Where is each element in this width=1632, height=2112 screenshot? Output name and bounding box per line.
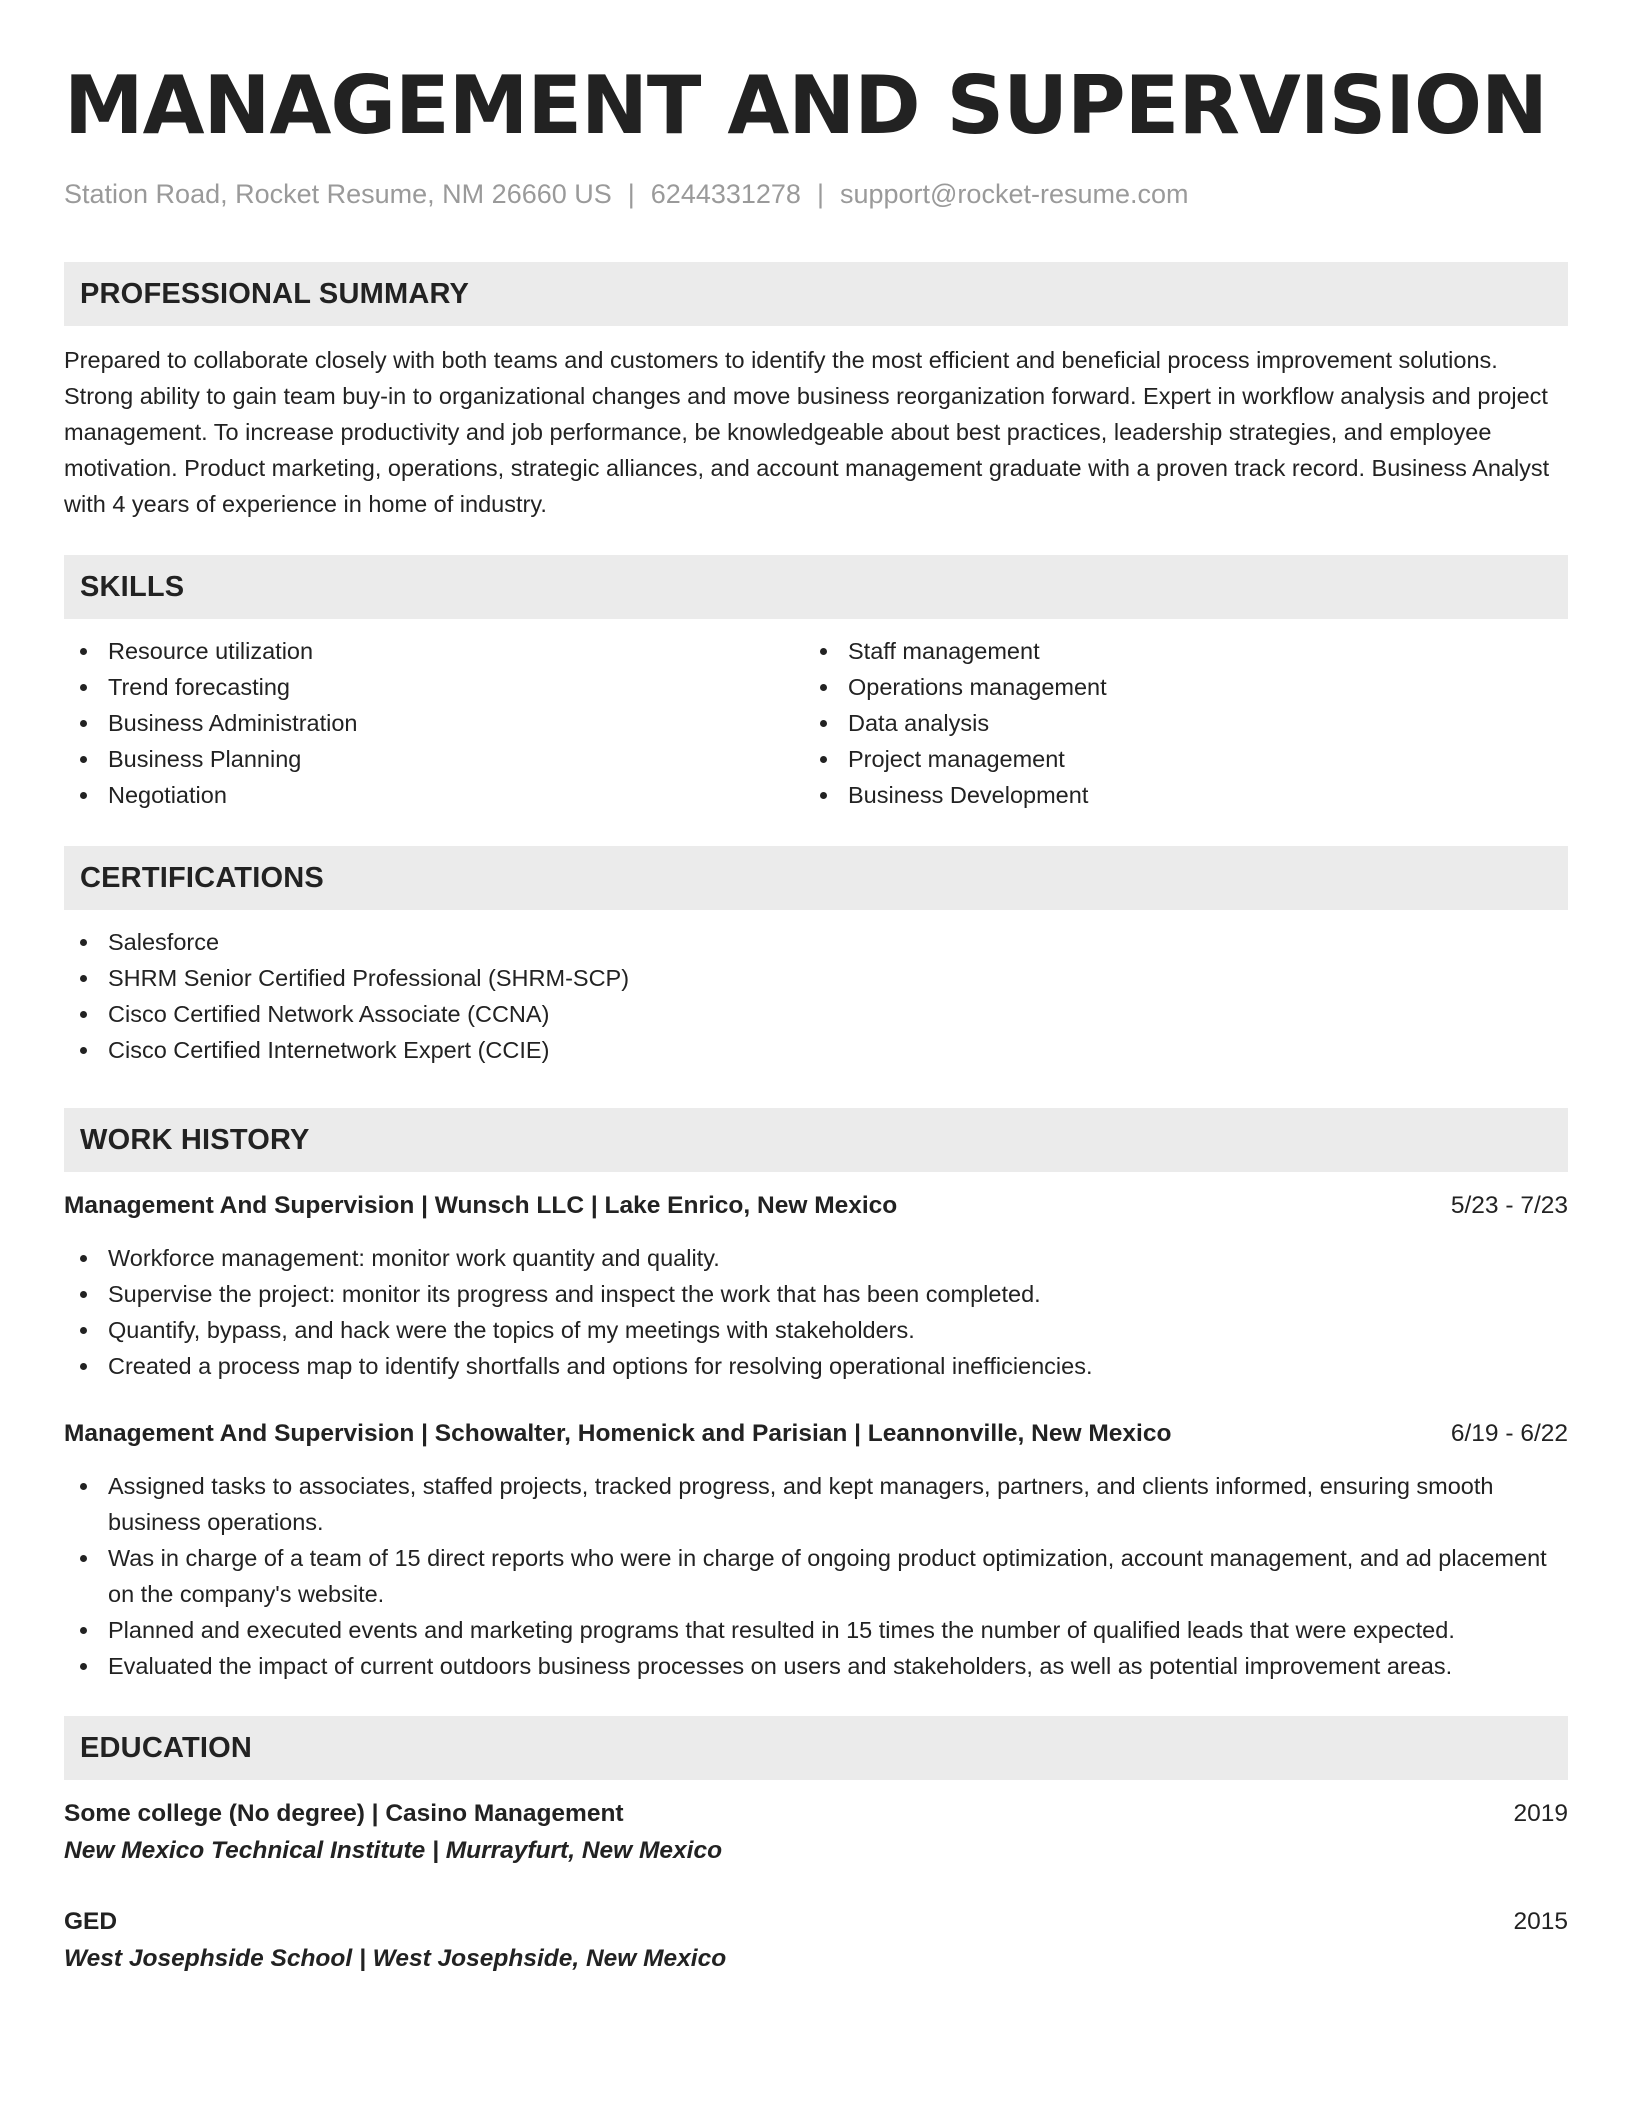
job-bullets (64, 1468, 1568, 1684)
education-entry (64, 1904, 1568, 1978)
skill-item: Trend forecasting (64, 669, 804, 705)
section-header-education: EDUCATION (64, 1716, 1568, 1780)
job-bullets (64, 1240, 1568, 1384)
education-school: West Josephside School | West Josephside, New Mexico (64, 1945, 727, 1972)
job-bullet: Was in charge of a team of 15 direct reports who were in charge of ongoing product optimization, account management, and ad placement on the company's website. (64, 1540, 1568, 1612)
job-bullet: Planned and executed events and marketing programs that resulted in 15 times the number of qualified leads that were expected. (64, 1612, 1568, 1648)
education-header (64, 1796, 1568, 1832)
contact-separator: | (627, 179, 635, 209)
skill-item: Business Development (804, 777, 1544, 813)
job-title: Management And Supervision | Wunsch LLC | Lake Enrico, New Mexico (64, 1192, 898, 1219)
summary-text: Prepared to collaborate closely with both teams and customers to identify the most efficient and beneficial process improvement solutions. Strong ability to gain team buy-in to organizational changes and move business reorganization forward. Expert in workflow analysis and project management. To increase productivity and job performance, be knowledgeable about best practices, leadership strategies, and employee motivation. Product marketing, operations, strategic alliances, and account management graduate with a proven track record. Business Analyst with 4 years of experience in home of industry. (64, 347, 1550, 517)
job-bullet: Supervise the project: monitor its progress and inspect the work that has been completed. (64, 1276, 1568, 1312)
certification-item: Cisco Certified Network Associate (CCNA) (64, 996, 1568, 1032)
contact-separator: | (816, 179, 824, 209)
contact-phone: 6244331278 (650, 179, 801, 209)
job-bullet: Created a process map to identify shortfalls and options for resolving operational inefficiencies. (64, 1348, 1568, 1384)
job-header (64, 1188, 1568, 1224)
job-bullet: Evaluated the impact of current outdoors business processes on users and stakeholders, as well as potential improvement areas. (64, 1648, 1568, 1684)
job-title: Management And Supervision | Schowalter, Homenick and Parisian | Leannonville, New Mexico (64, 1420, 1172, 1447)
skill-item: Data analysis (804, 705, 1544, 741)
certification-item: Cisco Certified Internetwork Expert (CCIE) (64, 1032, 1568, 1068)
job-bullet: Quantify, bypass, and hack were the topics of my meetings with stakeholders. (64, 1312, 1568, 1348)
skills-grid (64, 633, 1568, 813)
section-header-skills: SKILLS (64, 555, 1568, 619)
contact-line (64, 176, 1568, 212)
skill-item: Business Administration (64, 705, 804, 741)
skill-item: Business Planning (64, 741, 804, 777)
education-degree: Some college (No degree) | Casino Management (64, 1800, 624, 1827)
education-header (64, 1904, 1568, 1940)
skills-list-right (804, 633, 1544, 813)
skills-list-left (64, 633, 804, 813)
skill-item: Staff management (804, 633, 1544, 669)
skill-item: Operations management (804, 669, 1544, 705)
contact-address: Station Road, Rocket Resume, NM 26660 US (64, 179, 612, 209)
education-year: 2015 (1513, 1908, 1568, 1935)
skill-item: Project management (804, 741, 1544, 777)
education-school: New Mexico Technical Institute | Murrayfurt, New Mexico (64, 1837, 723, 1864)
contact-email: support@rocket-resume.com (839, 179, 1189, 209)
job-entry (64, 1416, 1568, 1684)
skill-item: Resource utilization (64, 633, 804, 669)
job-dates: 5/23 - 7/23 (1450, 1192, 1568, 1219)
section-header-summary: PROFESSIONAL SUMMARY (64, 262, 1568, 326)
education-degree: GED (64, 1908, 118, 1935)
job-bullet: Workforce management: monitor work quantity and quality. (64, 1240, 1568, 1276)
certification-item: SHRM Senior Certified Professional (SHRM-SCP) (64, 960, 1568, 996)
skill-item: Negotiation (64, 777, 804, 813)
education-year: 2019 (1513, 1800, 1568, 1827)
candidate-name: MANAGEMENT AND SUPERVISION (64, 59, 1547, 152)
job-dates: 6/19 - 6/22 (1450, 1420, 1568, 1447)
certifications-list (64, 924, 1568, 1068)
education-entry (64, 1796, 1568, 1870)
job-entry (64, 1188, 1568, 1384)
section-header-work-history: WORK HISTORY (64, 1108, 1568, 1172)
section-header-certifications: CERTIFICATIONS (64, 846, 1568, 910)
job-bullet: Assigned tasks to associates, staffed projects, tracked progress, and kept managers, partners, and clients informed, ensuring smooth business operations. (64, 1468, 1568, 1540)
job-header (64, 1416, 1568, 1452)
certification-item: Salesforce (64, 924, 1568, 960)
